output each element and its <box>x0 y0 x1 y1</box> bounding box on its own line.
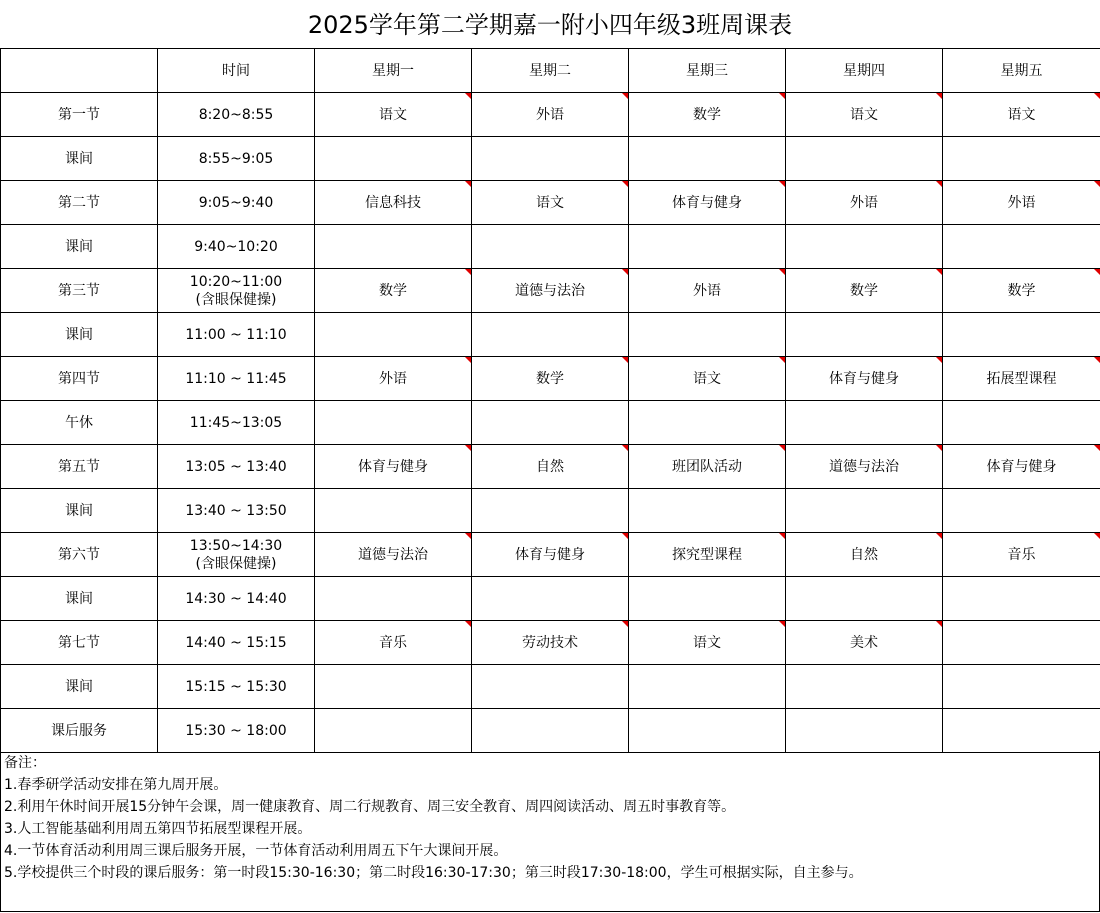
time-cell[interactable] <box>158 401 315 445</box>
comment-marker-icon <box>1094 181 1100 187</box>
time-range: 9:05~9:40 <box>198 194 274 211</box>
subject-cell-wednesday[interactable]: 体育与健身 <box>629 181 786 225</box>
time-range: 8:20~8:55 <box>198 106 274 123</box>
subject-cell-wednesday[interactable] <box>629 577 786 621</box>
subject-cell-friday[interactable]: 体育与健身 <box>943 445 1100 489</box>
subject-cell-thursday[interactable] <box>786 489 943 533</box>
subject-cell-tuesday[interactable]: 自然 <box>472 445 629 489</box>
time-cell[interactable] <box>158 533 315 577</box>
subject-cell-tuesday[interactable] <box>472 577 629 621</box>
time-cell[interactable] <box>158 665 315 709</box>
subject-cell-thursday[interactable]: 道德与法治 <box>786 445 943 489</box>
time-range: 15:30 ~ 18:00 <box>185 722 287 739</box>
comment-marker-icon <box>465 445 471 451</box>
comment-marker-icon <box>936 621 942 627</box>
time-cell[interactable] <box>158 621 315 665</box>
page-title: 2025学年第二学期嘉一附小四年级3班周课表 <box>307 11 793 39</box>
subject-cell-friday[interactable]: 数学 <box>943 269 1100 313</box>
subject-cell-monday[interactable]: 数学 <box>315 269 472 313</box>
subject-cell-wednesday[interactable] <box>629 665 786 709</box>
note-item: 1.春季研学活动安排在第九周开展。 <box>4 777 228 793</box>
time-range: 13:50~14:30 <box>189 537 283 554</box>
time-note: (含眼保健操) <box>195 555 277 572</box>
comment-marker-icon <box>1094 93 1100 99</box>
table-row <box>1 181 1100 225</box>
table-row <box>1 137 1100 181</box>
header-cell-friday[interactable]: 星期五 <box>943 49 1100 93</box>
time-cell[interactable] <box>158 137 315 181</box>
period-label-cell[interactable]: 第二节 <box>1 181 158 225</box>
comment-marker-icon <box>622 621 628 627</box>
comment-marker-icon <box>622 269 628 275</box>
table-row <box>1 533 1100 577</box>
subject-cell-wednesday[interactable]: 探究型课程 <box>629 533 786 577</box>
note-item: 5.学校提供三个时段的课后服务：第一时段15:30-16:30；第二时段16:30-17:30；第三时段17:30-18:00，学生可根据实际，自主参与。 <box>4 865 863 881</box>
time-range: 14:30 ~ 14:40 <box>185 590 287 607</box>
subject-cell-thursday[interactable]: 语文 <box>786 93 943 137</box>
subject-cell-thursday[interactable]: 外语 <box>786 181 943 225</box>
time-range: 8:55~9:05 <box>198 150 274 167</box>
comment-marker-icon <box>779 445 785 451</box>
header-cell-wednesday[interactable]: 星期三 <box>629 49 786 93</box>
subject-cell-friday[interactable] <box>943 489 1100 533</box>
subject-cell-wednesday[interactable] <box>629 225 786 269</box>
period-label-cell[interactable]: 课间 <box>1 489 158 533</box>
time-range: 11:10 ~ 11:45 <box>185 370 287 387</box>
time-cell[interactable] <box>158 709 315 753</box>
subject-cell-tuesday[interactable]: 道德与法治 <box>472 269 629 313</box>
time-range: 9:40~10:20 <box>194 238 278 255</box>
subject-cell-thursday[interactable]: 体育与健身 <box>786 357 943 401</box>
subject-cell-tuesday[interactable]: 数学 <box>472 357 629 401</box>
table-row <box>1 577 1100 621</box>
time-cell[interactable] <box>158 445 315 489</box>
subject-cell-monday[interactable] <box>315 401 472 445</box>
subject-cell-friday[interactable] <box>943 401 1100 445</box>
subject-cell-wednesday[interactable]: 数学 <box>629 93 786 137</box>
table-row <box>1 401 1100 445</box>
comment-marker-icon <box>622 357 628 363</box>
period-label-cell[interactable]: 课间 <box>1 577 158 621</box>
subject-cell-thursday[interactable] <box>786 225 943 269</box>
table-row <box>1 621 1100 665</box>
subject-cell-monday[interactable] <box>315 489 472 533</box>
subject-cell-friday[interactable] <box>943 137 1100 181</box>
table-row <box>1 93 1100 137</box>
subject-cell-monday[interactable]: 体育与健身 <box>315 445 472 489</box>
subject-cell-wednesday[interactable] <box>629 709 786 753</box>
period-label-cell[interactable]: 第四节 <box>1 357 158 401</box>
comment-marker-icon <box>622 93 628 99</box>
subject-cell-tuesday[interactable]: 劳动技术 <box>472 621 629 665</box>
period-label-cell[interactable]: 第一节 <box>1 93 158 137</box>
subject-cell-friday[interactable] <box>943 313 1100 357</box>
comment-marker-icon <box>936 445 942 451</box>
subject-cell-wednesday[interactable]: 语文 <box>629 621 786 665</box>
time-range: 15:15 ~ 15:30 <box>185 678 287 695</box>
notes-section <box>0 751 1100 912</box>
subject-cell-monday[interactable]: 音乐 <box>315 621 472 665</box>
comment-marker-icon <box>622 445 628 451</box>
subject-cell-tuesday[interactable]: 体育与健身 <box>472 533 629 577</box>
comment-marker-icon <box>936 93 942 99</box>
time-cell[interactable] <box>158 357 315 401</box>
subject-cell-friday[interactable]: 音乐 <box>943 533 1100 577</box>
subject-cell-thursday[interactable] <box>786 137 943 181</box>
subject-cell-thursday[interactable] <box>786 401 943 445</box>
comment-marker-icon <box>465 357 471 363</box>
subject-cell-thursday[interactable] <box>786 313 943 357</box>
comment-marker-icon <box>1094 269 1100 275</box>
table-row <box>1 225 1100 269</box>
time-cell[interactable] <box>158 269 315 313</box>
subject-cell-friday[interactable]: 语文 <box>943 93 1100 137</box>
subject-cell-friday[interactable]: 外语 <box>943 181 1100 225</box>
subject-cell-tuesday[interactable] <box>472 709 629 753</box>
time-cell[interactable] <box>158 181 315 225</box>
table-row <box>1 269 1100 313</box>
comment-marker-icon <box>936 533 942 539</box>
time-range: 10:20~11:00 <box>189 273 283 290</box>
period-label-cell[interactable]: 课间 <box>1 665 158 709</box>
comment-marker-icon <box>465 269 471 275</box>
subject-cell-thursday[interactable] <box>786 709 943 753</box>
subject-cell-tuesday[interactable] <box>472 489 629 533</box>
time-cell[interactable] <box>158 93 315 137</box>
subject-cell-friday[interactable] <box>943 621 1100 665</box>
table-row <box>1 313 1100 357</box>
subject-cell-monday[interactable] <box>315 225 472 269</box>
comment-marker-icon <box>936 357 942 363</box>
subject-cell-tuesday[interactable] <box>472 137 629 181</box>
subject-cell-tuesday[interactable] <box>472 225 629 269</box>
subject-cell-thursday[interactable]: 数学 <box>786 269 943 313</box>
header-cell-thursday[interactable]: 星期四 <box>786 49 943 93</box>
notes-heading: 备注： <box>4 755 46 771</box>
subject-cell-monday[interactable] <box>315 137 472 181</box>
time-cell[interactable] <box>158 225 315 269</box>
subject-cell-thursday[interactable] <box>786 665 943 709</box>
table-row <box>1 709 1100 753</box>
subject-cell-thursday[interactable]: 自然 <box>786 533 943 577</box>
period-label-cell[interactable]: 课间 <box>1 225 158 269</box>
comment-marker-icon <box>936 269 942 275</box>
time-cell[interactable] <box>158 313 315 357</box>
time-range: 13:40 ~ 13:50 <box>185 502 287 519</box>
header-cell-time[interactable]: 时间 <box>158 49 315 93</box>
subject-cell-tuesday[interactable]: 外语 <box>472 93 629 137</box>
subject-cell-monday[interactable]: 语文 <box>315 93 472 137</box>
subject-cell-monday[interactable]: 道德与法治 <box>315 533 472 577</box>
time-range: 14:40 ~ 15:15 <box>185 634 287 651</box>
table-row <box>1 357 1100 401</box>
subject-cell-thursday[interactable]: 美术 <box>786 621 943 665</box>
subject-cell-monday[interactable]: 外语 <box>315 357 472 401</box>
subject-cell-friday[interactable] <box>943 709 1100 753</box>
subject-cell-monday[interactable] <box>315 665 472 709</box>
timetable <box>0 48 1100 753</box>
subject-cell-wednesday[interactable]: 语文 <box>629 357 786 401</box>
subject-cell-monday[interactable] <box>315 313 472 357</box>
subject-cell-friday[interactable] <box>943 225 1100 269</box>
comment-marker-icon <box>1094 533 1100 539</box>
comment-marker-icon <box>622 533 628 539</box>
subject-cell-monday[interactable] <box>315 709 472 753</box>
header-cell-corner[interactable] <box>1 49 158 93</box>
period-label-cell[interactable]: 第三节 <box>1 269 158 313</box>
note-item: 4.一节体育活动利用周三课后服务开展，一节体育活动利用周五下午大课间开展。 <box>4 843 508 859</box>
comment-marker-icon <box>622 181 628 187</box>
period-label-cell[interactable]: 课后服务 <box>1 709 158 753</box>
comment-marker-icon <box>465 533 471 539</box>
subject-cell-wednesday[interactable] <box>629 489 786 533</box>
subject-cell-wednesday[interactable]: 外语 <box>629 269 786 313</box>
time-cell[interactable] <box>158 577 315 621</box>
period-label-cell[interactable]: 午休 <box>1 401 158 445</box>
subject-cell-wednesday[interactable] <box>629 313 786 357</box>
comment-marker-icon <box>779 621 785 627</box>
table-row <box>1 489 1100 533</box>
comment-marker-icon <box>779 181 785 187</box>
note-item: 3.人工智能基础利用周五第四节拓展型课程开展。 <box>4 821 312 837</box>
period-label-cell[interactable]: 第七节 <box>1 621 158 665</box>
time-range: 13:05 ~ 13:40 <box>185 458 287 475</box>
subject-cell-tuesday[interactable] <box>472 401 629 445</box>
subject-cell-wednesday[interactable] <box>629 401 786 445</box>
subject-cell-tuesday[interactable]: 语文 <box>472 181 629 225</box>
comment-marker-icon <box>465 621 471 627</box>
subject-cell-friday[interactable] <box>943 577 1100 621</box>
header-row <box>1 49 1100 93</box>
period-label-cell[interactable]: 课间 <box>1 137 158 181</box>
time-range: 11:00 ~ 11:10 <box>185 326 287 343</box>
time-note: (含眼保健操) <box>195 291 277 308</box>
note-item: 2.利用午休时间开展15分钟午会课，周一健康教育、周二行规教育、周三安全教育、周四阅读活动、周五时事教育等。 <box>4 799 736 815</box>
period-label-cell[interactable]: 课间 <box>1 313 158 357</box>
comment-marker-icon <box>779 269 785 275</box>
subject-cell-thursday[interactable] <box>786 577 943 621</box>
comment-marker-icon <box>779 357 785 363</box>
table-row <box>1 665 1100 709</box>
comment-marker-icon <box>1094 357 1100 363</box>
subject-cell-friday[interactable]: 拓展型课程 <box>943 357 1100 401</box>
comment-marker-icon <box>779 93 785 99</box>
header-cell-monday[interactable]: 星期一 <box>315 49 472 93</box>
subject-cell-monday[interactable] <box>315 577 472 621</box>
subject-cell-tuesday[interactable] <box>472 665 629 709</box>
comment-marker-icon <box>779 533 785 539</box>
comment-marker-icon <box>1094 445 1100 451</box>
comment-marker-icon <box>465 93 471 99</box>
subject-cell-wednesday[interactable] <box>629 137 786 181</box>
time-range: 11:45~13:05 <box>189 414 283 431</box>
period-label-cell[interactable]: 第五节 <box>1 445 158 489</box>
comment-marker-icon <box>936 181 942 187</box>
comment-marker-icon <box>465 181 471 187</box>
subject-cell-friday[interactable] <box>943 665 1100 709</box>
time-cell[interactable] <box>158 489 315 533</box>
table-row <box>1 445 1100 489</box>
header-cell-tuesday[interactable]: 星期二 <box>472 49 629 93</box>
subject-cell-monday[interactable]: 信息科技 <box>315 181 472 225</box>
period-label-cell[interactable]: 第六节 <box>1 533 158 577</box>
subject-cell-tuesday[interactable] <box>472 313 629 357</box>
subject-cell-wednesday[interactable]: 班团队活动 <box>629 445 786 489</box>
